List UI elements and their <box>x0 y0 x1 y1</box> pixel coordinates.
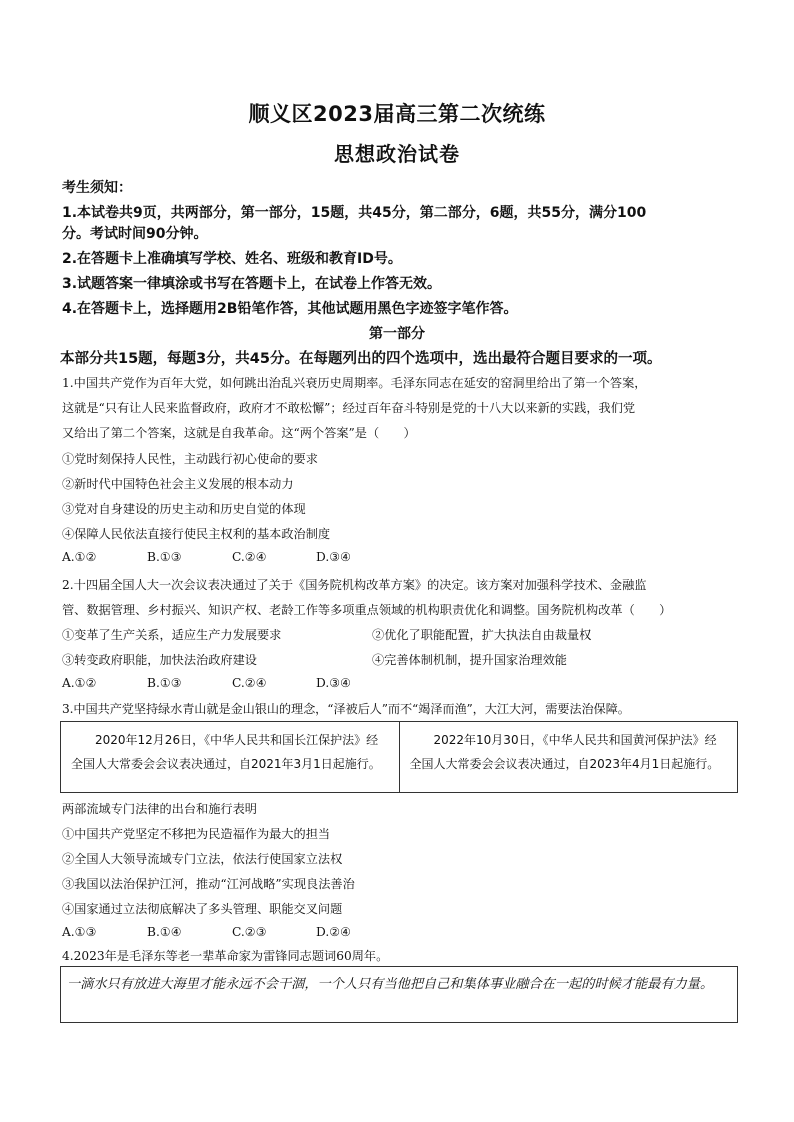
exam-subtitle: 思想政治试卷 <box>334 142 460 166</box>
option-c: C.②④ <box>232 550 267 564</box>
q2-item: ④完善体制机制，提升国家治理效能 <box>372 653 567 667</box>
option-a: A.①② <box>62 676 97 690</box>
notice-line: 3.试题答案一律填涂或书写在答题卡上，在试卷上作答无效。 <box>62 276 442 292</box>
q1-item: ④保障人民依法直接行使民主权利的基本政治制度 <box>62 527 331 541</box>
q1-stem: 1.中国共产党作为百年大党，如何跳出治乱兴衰历史周期率。毛泽东同志在延安的窑洞里给出了第一个答案， <box>62 376 647 390</box>
q2-item: ①变革了生产关系，适应生产力发展要求 <box>62 628 282 642</box>
q3-material-table <box>60 721 738 793</box>
option-b: B.①③ <box>147 550 182 564</box>
q4-stem: 4.2023年是毛泽东等老一辈革命家为雷锋同志题词60周年。 <box>62 949 389 963</box>
notice-line: 分。考试时间90分钟。 <box>62 226 208 242</box>
q3-item: ③我国以法治保护江河，推动“江河战略”实现良法善治 <box>62 877 355 891</box>
exam-title: 顺义区2023届高三第二次统练 <box>248 102 546 126</box>
option-d: D.②④ <box>316 925 352 939</box>
option-b: B.①④ <box>147 925 182 939</box>
option-d: D.③④ <box>316 550 352 564</box>
part1-instruction: 本部分共15题，每题3分，共45分。在每题列出的四个选项中，选出最符合题目要求的一项。 <box>60 351 662 367</box>
q3-options <box>62 925 351 939</box>
notice-line: 4.在答题卡上，选择题用2B铅笔作答，其他试题用黑色字迹签字笔作答。 <box>62 301 518 317</box>
q1-options <box>62 550 351 564</box>
q1-stem: 又给出了第二个答案，这就是自我革命。这“两个答案”是（ ） <box>62 426 416 440</box>
q2-item: ③转变政府职能，加快法治政府建设 <box>62 653 257 667</box>
option-c: C.②④ <box>232 676 267 690</box>
part1-title: 第一部分 <box>369 326 425 342</box>
q1-item: ②新时代中国特色社会主义发展的根本动力 <box>62 477 294 491</box>
q1-item: ③党对自身建设的历史主动和历史自觉的体现 <box>62 502 306 516</box>
q3-lead: 两部流域专门法律的出台和施行表明 <box>62 802 257 816</box>
q2-options <box>62 676 351 690</box>
notice-line: 1.本试卷共9页，共两部分，第一部分，15题，共45分，第二部分，6题，共55分，满分100 <box>62 205 647 221</box>
option-a: A.①② <box>62 550 97 564</box>
q2-stem: 2.十四届全国人大一次会议表决通过了关于《国务院机构改革方案》的决定。该方案对加强科学技术、金融监 <box>62 578 647 592</box>
option-d: D.③④ <box>316 676 352 690</box>
notice-line: 2.在答题卡上准确填写学校、姓名、班级和教育ID号。 <box>62 251 402 267</box>
q3-stem: 3.中国共产党坚持绿水青山就是金山银山的理念，“泽被后人”而不“竭泽而渔”，大江大河，需要法治保障。 <box>62 702 630 716</box>
q4-quote-box: 一滴水只有放进大海里才能永远不会干涸，一个人只有当他把自己和集体事业融合在一起的时候才能最有力量。 <box>60 966 738 1023</box>
notice-heading: 考生须知： <box>62 180 132 196</box>
option-b: B.①③ <box>147 676 182 690</box>
option-c: C.②③ <box>232 925 267 939</box>
q3-material-left: 2020年12月26日，《中华人民共和国长江保护法》经全国人大常委会会议表决通过，自2021年3月1日起施行。 <box>61 722 400 792</box>
q2-stem: 管、数据管理、乡村振兴、知识产权、老龄工作等多项重点领域的机构职责优化和调整。国务院机构改革（ ） <box>62 603 672 617</box>
q2-item: ②优化了职能配置，扩大执法自由裁量权 <box>372 628 592 642</box>
q3-material-right: 2022年10月30日，《中华人民共和国黄河保护法》经全国人大常委会会议表决通过，自2023年4月1日起施行。 <box>409 733 720 771</box>
q3-item: ④国家通过立法彻底解决了多头管理、职能交叉问题 <box>62 902 343 916</box>
q1-item: ①党时刻保持人民性，主动践行初心使命的要求 <box>62 452 318 466</box>
q3-item: ②全国人大领导流域专门立法，依法行使国家立法权 <box>62 852 343 866</box>
q1-stem: 这就是“只有让人民来监督政府，政府才不敢松懈”；经过百年奋斗特别是党的十八大以来新的实践，我们党 <box>62 401 636 415</box>
q3-item: ①中国共产党坚定不移把为民造福作为最大的担当 <box>62 827 331 841</box>
option-a: A.①③ <box>62 925 97 939</box>
